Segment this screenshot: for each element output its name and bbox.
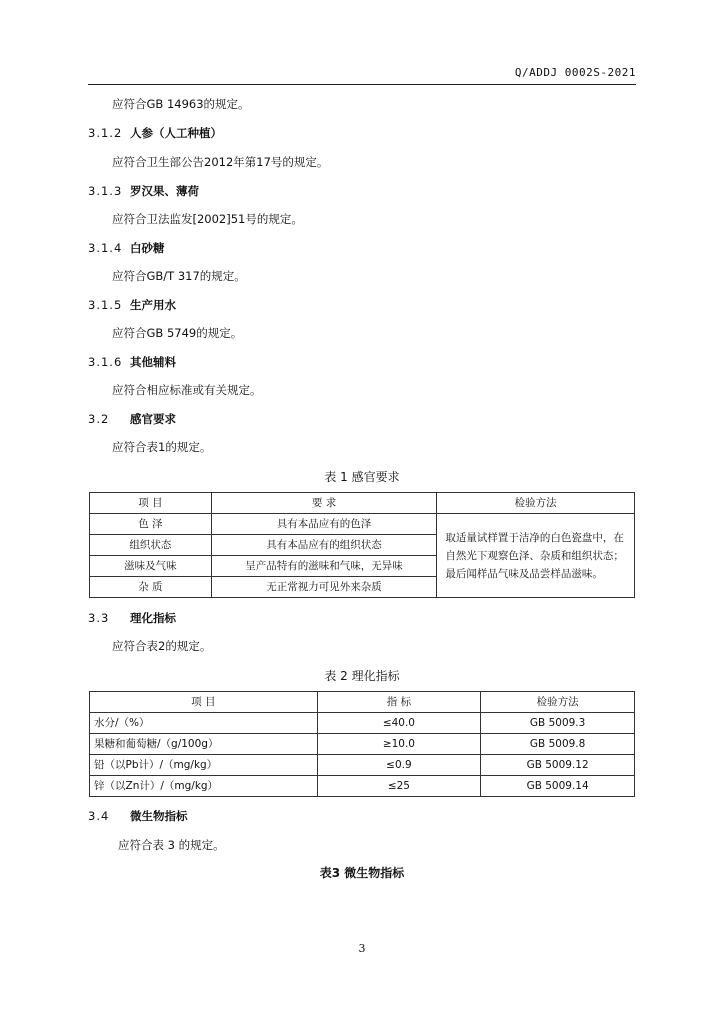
document-code: Q/ADDJ 0002S-2021 — [514, 66, 636, 79]
paragraph-other-ingredients: 应符合相应标准或有关规定。 — [112, 383, 262, 397]
paragraph-gb14963: 应符合GB 14963的规定。 — [112, 97, 250, 111]
section-number: 3.3 — [88, 611, 110, 625]
table-row — [90, 734, 635, 755]
paragraph-table1-ref: 应符合表1的规定。 — [112, 440, 212, 454]
item-cell: 锌（以Zn计）/（mg/kg） — [90, 776, 318, 797]
heading-3-3 — [88, 610, 176, 626]
section-title: 人参（人工种植） — [130, 126, 222, 140]
method-cell: GB 5009.3 — [481, 713, 635, 734]
requirement-cell: 具有本品应有的组织状态 — [211, 535, 437, 556]
item-cell: 滋味及气味 — [90, 556, 212, 577]
method-cell: GB 5009.12 — [481, 755, 635, 776]
column-header: 指 标 — [317, 692, 481, 713]
method-cell: GB 5009.14 — [481, 776, 635, 797]
paragraph-sugar: 应符合GB/T 317的规定。 — [112, 269, 246, 283]
section-number: 3.1.5 — [88, 298, 123, 312]
item-cell: 水分/（%） — [90, 713, 318, 734]
section-title: 白砂糖 — [130, 241, 165, 255]
section-number: 3.1.4 — [88, 241, 123, 255]
paragraph-luohanguo: 应符合卫法监发[2002]51号的规定。 — [112, 212, 303, 226]
heading-3-1-4 — [88, 240, 165, 256]
table1-caption: 表 1 感官要求 — [324, 470, 400, 484]
method-cell: GB 5009.8 — [481, 734, 635, 755]
requirement-cell: 呈产品特有的滋味和气味，无异味 — [211, 556, 437, 577]
item-cell: 果糖和葡萄糖/（g/100g） — [90, 734, 318, 755]
method-cell: 取适量试样置于洁净的白色瓷盘中，在自然光下观察色泽、杂质和组织状态；最后闻样品气味及品尝样品滋味。 — [437, 514, 635, 598]
table-row — [90, 713, 635, 734]
physicochemical-table — [89, 691, 635, 797]
heading-3-1-2 — [88, 125, 222, 141]
section-number: 3.2 — [88, 412, 110, 426]
value-cell: ≤25 — [317, 776, 481, 797]
section-title: 生产用水 — [130, 298, 176, 312]
table-row — [90, 776, 635, 797]
item-cell: 铅（以Pb计）/（mg/kg） — [90, 755, 318, 776]
section-number: 3.1.6 — [88, 355, 123, 369]
section-title: 感官要求 — [130, 412, 176, 426]
value-cell: ≥10.0 — [317, 734, 481, 755]
section-title: 其他辅料 — [130, 355, 176, 369]
column-header: 要 求 — [211, 493, 437, 514]
table3-caption: 表3 微生物指标 — [319, 866, 405, 880]
heading-3-1-6 — [88, 354, 176, 370]
requirement-cell: 无正常视力可见外来杂质 — [211, 577, 437, 598]
heading-3-1-5 — [88, 297, 176, 313]
paragraph-table3-ref: 应符合表 3 的规定。 — [118, 838, 225, 852]
heading-3-1-3 — [88, 183, 199, 199]
paragraph-water: 应符合GB 5749的规定。 — [112, 326, 243, 340]
header-rule — [88, 84, 636, 85]
section-title: 理化指标 — [130, 611, 176, 625]
column-header: 项 目 — [90, 493, 212, 514]
section-number: 3.4 — [88, 809, 110, 823]
page-number: 3 — [358, 942, 366, 955]
column-header: 检验方法 — [437, 493, 635, 514]
table-row — [90, 514, 635, 535]
heading-3-2 — [88, 411, 176, 427]
table-header-row — [90, 493, 635, 514]
heading-3-4 — [88, 808, 188, 824]
value-cell: ≤40.0 — [317, 713, 481, 734]
column-header: 检验方法 — [481, 692, 635, 713]
sensory-table — [89, 492, 635, 598]
requirement-cell: 具有本品应有的色泽 — [211, 514, 437, 535]
table-row — [90, 755, 635, 776]
section-title: 微生物指标 — [130, 809, 188, 823]
column-header: 项 目 — [90, 692, 318, 713]
table-header-row — [90, 692, 635, 713]
section-title: 罗汉果、薄荷 — [130, 184, 199, 198]
paragraph-ginseng: 应符合卫生部公告2012年第17号的规定。 — [112, 155, 329, 169]
value-cell: ≤0.9 — [317, 755, 481, 776]
item-cell: 色 泽 — [90, 514, 212, 535]
item-cell: 组织状态 — [90, 535, 212, 556]
section-number: 3.1.2 — [88, 126, 123, 140]
paragraph-table2-ref: 应符合表2的规定。 — [112, 639, 212, 653]
table2-caption: 表 2 理化指标 — [324, 669, 400, 683]
item-cell: 杂 质 — [90, 577, 212, 598]
section-number: 3.1.3 — [88, 184, 123, 198]
